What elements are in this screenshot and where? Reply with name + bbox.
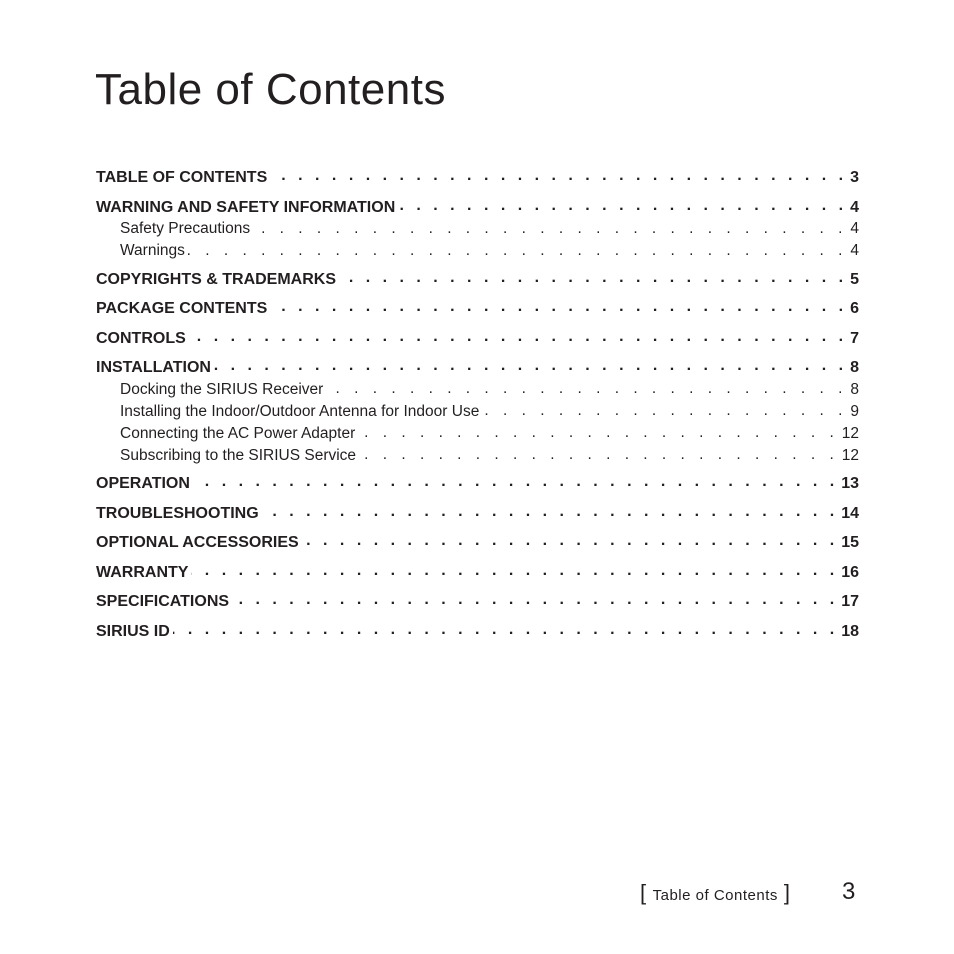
toc-entry[interactable] <box>96 297 859 319</box>
toc-leader-dots <box>270 166 847 182</box>
toc-entry-label: Safety Precautions <box>120 220 251 237</box>
toc-leader-dots <box>326 378 847 394</box>
toc-entry-page: 9 <box>850 402 859 420</box>
toc-entry-page: 4 <box>850 242 859 259</box>
toc-entry[interactable] <box>96 502 859 524</box>
toc-entry[interactable] <box>96 196 859 218</box>
toc-entry-page: 8 <box>850 380 859 398</box>
toc-leader-dots <box>358 422 839 438</box>
toc-entry-page: 18 <box>841 622 859 640</box>
toc-entry-page: 15 <box>841 534 859 551</box>
toc-leader-dots <box>253 218 847 234</box>
toc-subentry[interactable] <box>96 240 859 262</box>
toc-leader-dots <box>188 240 847 256</box>
toc-leader-dots <box>193 472 838 488</box>
toc-entry[interactable] <box>96 472 859 494</box>
toc-entry-page: 12 <box>841 424 859 442</box>
toc-entry-label: CONTROLS <box>96 329 186 347</box>
toc-entry-page: 4 <box>850 198 859 216</box>
toc-entry-label: PACKAGE CONTENTS <box>96 300 268 317</box>
toc-leader-dots <box>232 590 838 606</box>
toc-leader-dots <box>214 356 847 372</box>
toc-entry-label: Warnings <box>120 242 185 259</box>
toc-entry-label: TABLE OF CONTENTS <box>96 169 268 186</box>
toc-entry-page: 5 <box>850 270 859 288</box>
toc-subentry[interactable] <box>96 218 859 240</box>
toc-entry[interactable] <box>96 590 859 612</box>
toc-entry[interactable] <box>96 561 859 583</box>
toc-leader-dots <box>398 196 847 212</box>
toc-subentry[interactable] <box>96 378 859 400</box>
toc-entry-page: 7 <box>850 329 859 347</box>
toc-entry-page: 4 <box>850 220 859 237</box>
toc-leader-dots <box>173 620 838 636</box>
toc-entry-page: 16 <box>841 563 859 581</box>
toc-entry-label: Installing the Indoor/Outdoor Antenna for Indoor Use <box>120 402 480 420</box>
running-footer <box>640 880 791 906</box>
page-title: Table of Contents <box>95 65 446 114</box>
toc-entry-label: TROUBLESHOOTING <box>96 504 259 522</box>
toc-entry-label: OPERATION <box>96 475 190 492</box>
toc-leader-dots <box>482 400 847 416</box>
toc-entry[interactable] <box>96 268 859 290</box>
toc-entry[interactable] <box>96 620 859 642</box>
toc-entry-page: 3 <box>850 169 859 186</box>
toc-entry-label: INSTALLATION <box>96 359 211 376</box>
toc-entry-page: 17 <box>841 593 859 610</box>
toc-leader-dots <box>189 327 847 343</box>
toc-entry-label: Docking the SIRIUS Receiver <box>120 380 324 398</box>
toc-entry-page: 6 <box>850 300 859 317</box>
toc-leader-dots <box>359 444 839 460</box>
footer-section-label: Table of Contents <box>652 887 778 904</box>
toc-entry-label: COPYRIGHTS & TRADEMARKS <box>96 270 337 288</box>
toc-leader-dots <box>339 268 847 284</box>
toc-leader-dots <box>302 531 839 547</box>
footer-bracket-open: [ <box>640 880 647 905</box>
toc-entry-page: 14 <box>841 504 859 522</box>
toc-entry[interactable] <box>96 356 859 378</box>
toc-leader-dots <box>191 561 838 577</box>
toc-entry-page: 13 <box>841 475 859 492</box>
toc-entry[interactable] <box>96 166 859 188</box>
table-of-contents <box>96 166 859 642</box>
toc-subentry[interactable] <box>96 400 859 422</box>
footer-bracket-close: ] <box>783 880 791 905</box>
toc-entry[interactable] <box>96 531 859 553</box>
toc-subentry[interactable] <box>96 444 859 466</box>
toc-leader-dots <box>270 297 847 313</box>
toc-entry-page: 12 <box>841 446 859 464</box>
toc-entry-label: WARRANTY <box>96 563 189 581</box>
toc-entry-label: Subscribing to the SIRIUS Service <box>120 446 357 464</box>
toc-entry[interactable] <box>96 327 859 349</box>
toc-entry-label: SPECIFICATIONS <box>96 593 230 610</box>
toc-entry-label: SIRIUS ID <box>96 622 170 640</box>
toc-subentry[interactable] <box>96 422 859 444</box>
toc-entry-label: WARNING AND SAFETY INFORMATION <box>96 198 396 216</box>
toc-entry-page: 8 <box>850 359 859 376</box>
toc-entry-label: Connecting the AC Power Adapter <box>120 424 356 442</box>
toc-leader-dots <box>262 502 839 518</box>
toc-entry-label: OPTIONAL ACCESSORIES <box>96 534 299 551</box>
footer-page-number: 3 <box>842 878 856 905</box>
